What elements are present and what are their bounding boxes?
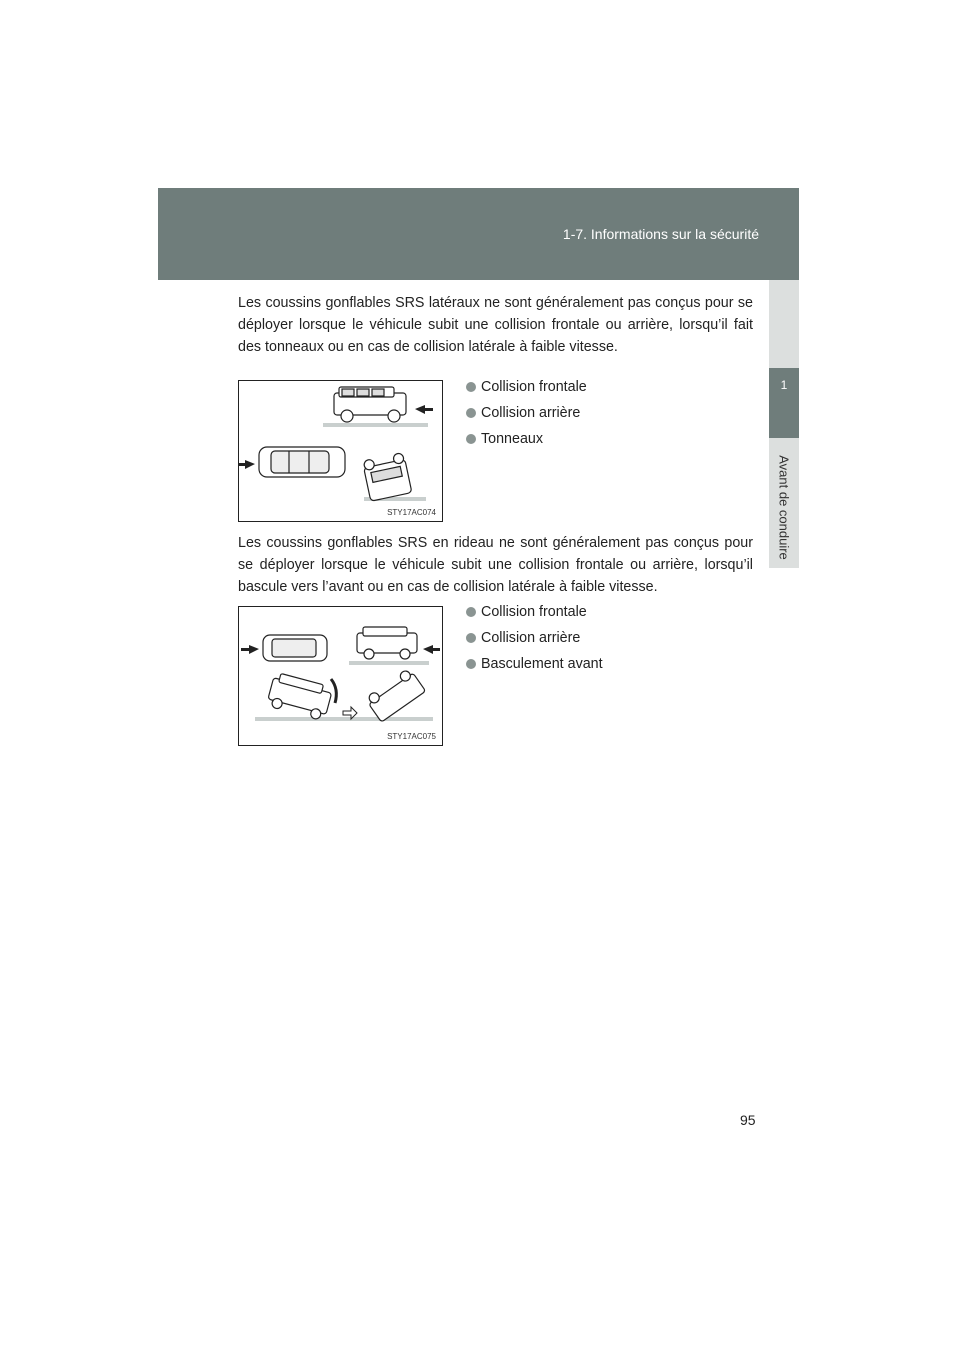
bullet-dot-icon (466, 607, 476, 617)
paragraph-side-airbags: Les coussins gonflables SRS latéraux ne sont généralement pas conçus pour se déployer lorsque le véhicule subit une collision frontale ou arrière, lorsqu’il fait des tonneaux ou en cas de collision latérale à faible vitesse. (238, 295, 753, 355)
list-item: Collision arrière (466, 400, 587, 426)
collision-illustration-2 (239, 607, 442, 745)
section-header (158, 188, 799, 280)
bullet-list-1 (466, 374, 587, 452)
figure-code: STY17AC075 (387, 732, 436, 741)
collision-illustration-1 (239, 381, 442, 521)
list-item: Collision frontale (466, 599, 603, 625)
chapter-number: 1 (780, 378, 788, 392)
list-item: Collision frontale (466, 374, 587, 400)
page-number: 95 (740, 1112, 756, 1128)
list-item: Tonneaux (466, 426, 587, 452)
section-title: 1-7. Informations sur la sécurité (562, 226, 759, 242)
figure-side-airbag-collisions (238, 380, 443, 522)
bullet-dot-icon (466, 408, 476, 418)
bullet-dot-icon (466, 434, 476, 444)
list-item: Basculement avant (466, 651, 603, 677)
chapter-tab (769, 368, 799, 438)
chapter-label: Avant de conduire (776, 455, 792, 560)
bullet-dot-icon (466, 382, 476, 392)
bullet-dot-icon (466, 659, 476, 669)
figure-curtain-airbag-collisions (238, 606, 443, 746)
bullet-list-2 (466, 599, 603, 677)
list-item: Collision arrière (466, 625, 603, 651)
figure-code: STY17AC074 (387, 508, 436, 517)
paragraph-curtain-airbags: Les coussins gonflables SRS en rideau ne sont généralement pas conçus pour se déployer lorsque le véhicule subit une collision frontale ou arrière, lorsqu’il bascule vers l’avant ou en cas de collision latérale à faible vitesse. (238, 535, 753, 595)
bullet-dot-icon (466, 633, 476, 643)
